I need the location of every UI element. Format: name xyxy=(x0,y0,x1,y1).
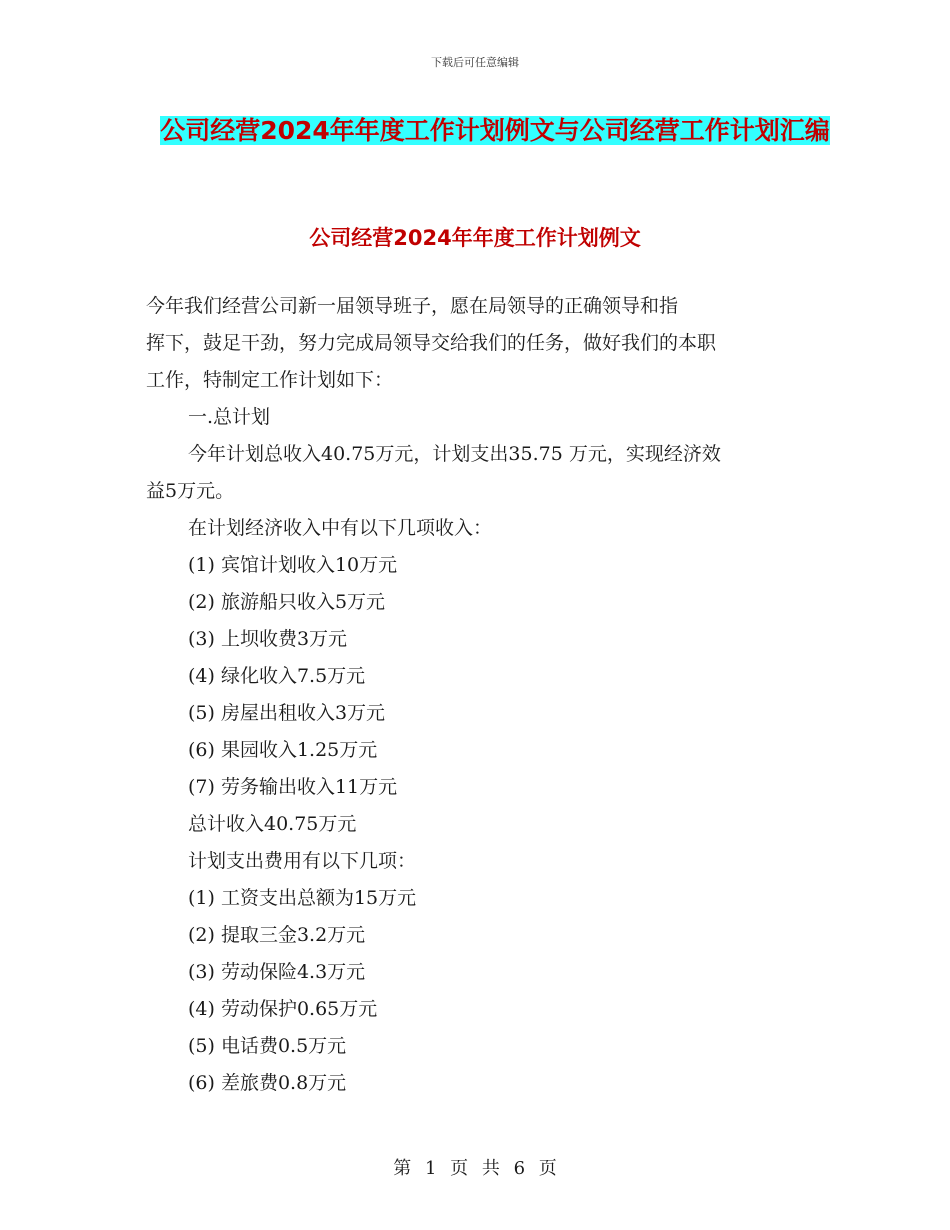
page-footer: 第 1 页 共 6 页 xyxy=(393,1158,557,1179)
section-heading-total-plan: 一.总计划 xyxy=(188,406,271,428)
list-item: (1) 宾馆计划收入10万元 xyxy=(188,554,398,576)
list-item: (5) 电话费0.5万元 xyxy=(188,1035,347,1057)
document-title xyxy=(150,108,840,153)
list-item: (4) 绿化收入7.5万元 xyxy=(188,665,366,687)
expense-intro: 计划支出费用有以下几项： xyxy=(188,850,417,872)
list-item: (1) 工资支出总额为15万元 xyxy=(188,887,417,909)
list-item: (3) 上坝收费3万元 xyxy=(188,628,348,650)
document-title-text: 公司经营2024年年度工作计划例文与公司经营工作计划汇编 xyxy=(160,116,830,145)
list-item: (6) 果园收入1.25万元 xyxy=(188,739,378,761)
plan-line-2: 益5万元。 xyxy=(146,480,235,502)
intro-line-2: 挥下，鼓足干劲，努力完成局领导交给我们的任务，做好我们的本职 xyxy=(146,332,717,354)
intro-line-3: 工作，特制定工作计划如下： xyxy=(146,369,394,391)
income-intro: 在计划经济收入中有以下几项收入： xyxy=(188,517,493,539)
list-item: (2) 提取三金3.2万元 xyxy=(188,924,366,946)
list-item: (2) 旅游船只收入5万元 xyxy=(188,591,386,613)
income-list xyxy=(188,547,808,806)
intro-line-1: 今年我们经营公司新一届领导班子，愿在局领导的正确领导和指 xyxy=(146,295,679,317)
list-item: (5) 房屋出租收入3万元 xyxy=(188,702,386,724)
document-body xyxy=(146,288,808,1102)
list-item: (6) 差旅费0.8万元 xyxy=(188,1072,347,1094)
section-title: 公司经营2024年年度工作计划例文 xyxy=(309,226,641,250)
list-item: (4) 劳动保护0.65万元 xyxy=(188,998,378,1020)
list-item: (7) 劳务输出收入11万元 xyxy=(188,776,398,798)
list-item: (3) 劳动保险4.3万元 xyxy=(188,961,366,983)
plan-line-1: 今年计划总收入40.75万元，计划支出35.75 万元，实现经济效 xyxy=(188,443,721,465)
page-header-note: 下载后可任意编辑 xyxy=(431,56,519,69)
expense-list xyxy=(188,880,808,1102)
income-total: 总计收入40.75万元 xyxy=(188,813,357,835)
